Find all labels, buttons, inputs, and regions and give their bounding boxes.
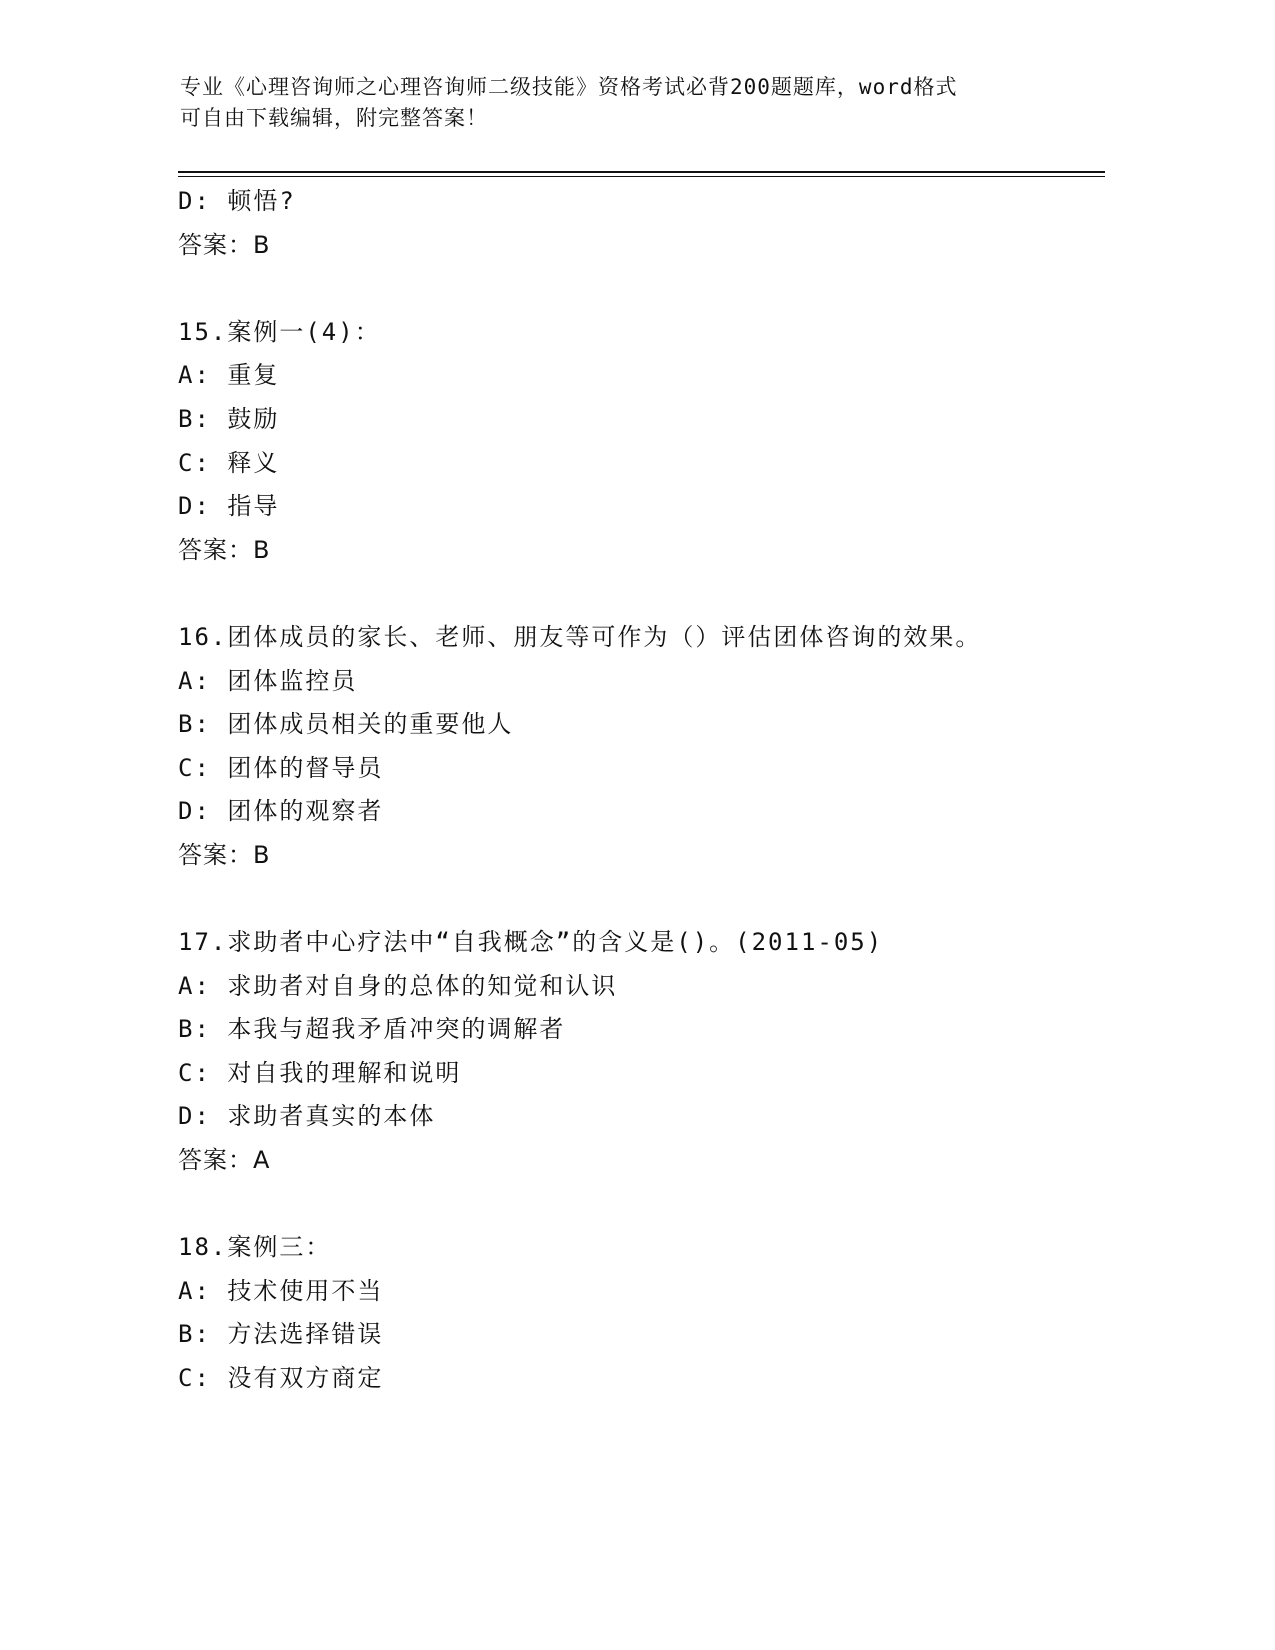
question-15 [178,311,981,573]
question-16 [178,616,981,878]
answer: 答案：B [178,535,271,564]
question-title: 18.案例三： [178,1233,332,1262]
option: C: 团体的督导员 [178,753,384,782]
header-divider [178,171,1105,177]
option: B: 本我与超我矛盾冲突的调解者 [178,1015,566,1044]
question-18 [178,1226,981,1400]
option: D: 指导 [178,492,280,521]
option: C: 没有双方商定 [178,1364,384,1393]
answer: 答案：A [178,1146,271,1175]
option: C: 对自我的理解和说明 [178,1058,462,1087]
header-line-2: 可自由下载编辑，附完整答案！ [180,106,488,130]
question-title: 16.团体成员的家长、老师、朋友等可作为（）评估团体咨询的效果。 [178,622,982,651]
option: D: 顿悟? [178,187,296,215]
option: A: 团体监控员 [178,666,358,695]
question-17 [178,921,981,1183]
option: C: 释义 [178,448,280,477]
document-header [180,72,1040,134]
question-title: 17.求助者中心疗法中“自我概念”的含义是()。(2011-05) [178,928,884,957]
question-title: 15.案例一(4)： [178,317,381,346]
document-body [178,180,981,1401]
answer: 答案：B [178,230,271,259]
option: D: 团体的观察者 [178,797,384,826]
option: A: 技术使用不当 [178,1276,384,1305]
option: A: 求助者对自身的总体的知觉和认识 [178,971,618,1000]
option: D: 求助者真实的本体 [178,1102,436,1131]
option: A: 重复 [178,361,280,390]
option: B: 鼓励 [178,404,280,433]
answer: 答案：B [178,840,271,869]
option: B: 方法选择错误 [178,1320,384,1349]
option: B: 团体成员相关的重要他人 [178,710,514,739]
header-line-1: 专业《心理咨询师之心理咨询师二级技能》资格考试必背200题题库，word格式 [180,75,958,99]
